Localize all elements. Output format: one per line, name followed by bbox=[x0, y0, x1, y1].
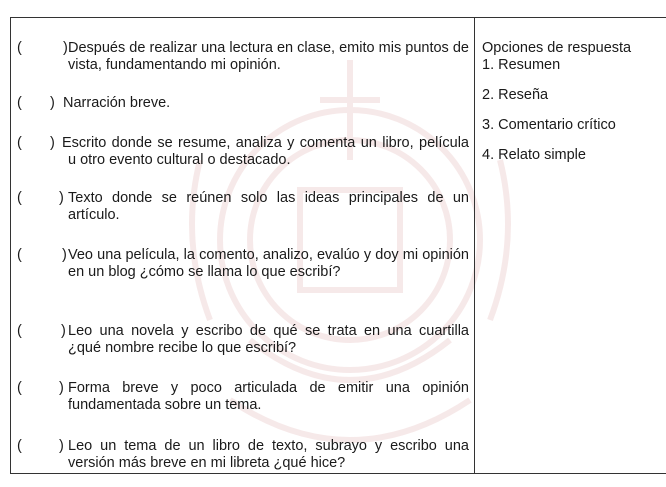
column-divider bbox=[474, 17, 475, 473]
answer-blank-close: ) bbox=[59, 438, 64, 454]
answer-blank-close: ) bbox=[59, 380, 64, 396]
question-2 bbox=[17, 95, 469, 112]
question-text: Después de realizar una lectura en clase, emito mis puntos de vista, fundamentando mi opinión. bbox=[68, 40, 469, 73]
question-text: Texto donde se reúnen solo las ideas principales de un artículo. bbox=[68, 190, 469, 223]
question-6 bbox=[17, 323, 469, 357]
option-4: 4. Relato simple bbox=[482, 147, 586, 163]
option-3: 3. Comentario crítico bbox=[482, 117, 616, 133]
question-text: Narración breve. bbox=[63, 95, 171, 111]
question-text: Leo un tema de un libro de texto, subrayo y escribo una versión más breve en mi libreta ¿qué hice? bbox=[68, 438, 469, 471]
answer-blank-close: ) bbox=[50, 95, 55, 111]
answer-options bbox=[482, 40, 666, 164]
question-text: Forma breve y poco articulada de emitir una opinión fundamentada sobre un tema. bbox=[68, 380, 469, 413]
answer-blank-close: ) bbox=[62, 247, 67, 263]
answer-blank-open: ( bbox=[17, 95, 22, 111]
answer-blank-open: ( bbox=[17, 40, 22, 56]
answer-blank-open: ( bbox=[17, 190, 22, 206]
option-1: 1. Resumen bbox=[482, 57, 561, 73]
question-3 bbox=[17, 135, 469, 169]
question-text: Escrito donde se resume, analiza y comenta un libro, película u otro evento cultural o destacado. bbox=[62, 135, 469, 168]
answer-blank-close: ) bbox=[63, 40, 68, 56]
answer-blank-open: ( bbox=[17, 380, 22, 396]
question-8 bbox=[17, 438, 469, 472]
answer-blank-close: ) bbox=[59, 190, 64, 206]
answer-blank-open: ( bbox=[17, 323, 22, 339]
option-2: 2. Reseña bbox=[482, 87, 549, 103]
answer-blank-open: ( bbox=[17, 135, 22, 151]
question-text: Veo una película, la comento, analizo, evalúo y doy mi opinión en un blog ¿cómo se llama lo que escribí? bbox=[68, 247, 469, 280]
question-5 bbox=[17, 247, 469, 281]
answer-blank-open: ( bbox=[17, 247, 22, 263]
options-title: Opciones de respuesta bbox=[482, 40, 632, 56]
question-7 bbox=[17, 380, 469, 414]
answer-blank-open: ( bbox=[17, 438, 22, 454]
question-text: Leo una novela y escribo de qué se trata en una cuartilla ¿qué nombre recibe lo que escribí? bbox=[68, 323, 469, 356]
answer-blank-close: ) bbox=[50, 135, 55, 151]
question-1 bbox=[17, 40, 469, 74]
question-4 bbox=[17, 190, 469, 224]
answer-blank-close: ) bbox=[61, 323, 66, 339]
